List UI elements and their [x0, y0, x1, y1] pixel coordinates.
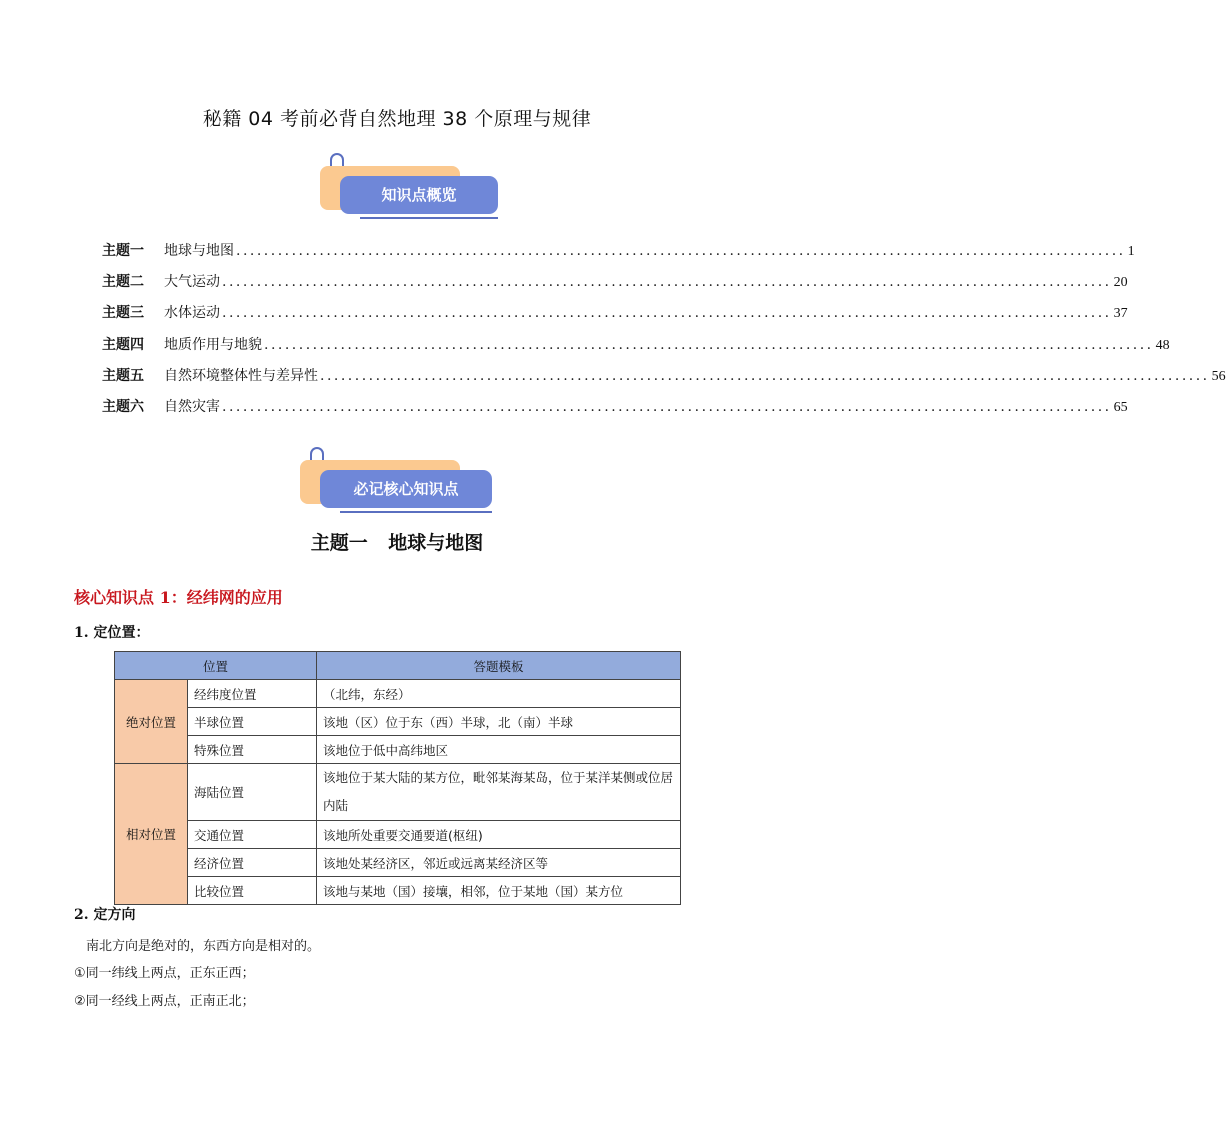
row-label: 半球位置 [188, 708, 317, 736]
toc-title: 自然环境整体性与差异性 [164, 367, 318, 384]
toc-row[interactable] [102, 396, 1128, 427]
table-header: 位置 [115, 652, 317, 680]
toc-theme-number: 主题二 [102, 274, 144, 291]
toc-page-number: 37 [1113, 306, 1128, 322]
toc-theme-number: 主题一 [102, 243, 144, 259]
toc-page-number: 56 [1211, 368, 1226, 384]
row-label: 经纬度位置 [188, 680, 317, 708]
toc-page-number: 20 [1113, 275, 1128, 291]
list-item: ①同一纬线上两点，正东正西； [74, 966, 255, 981]
toc-page-number: 65 [1113, 399, 1128, 415]
toc-title: 水体运动 [164, 305, 220, 322]
table-of-contents [102, 240, 1226, 427]
row-label: 海陆位置 [188, 764, 317, 821]
row-text: 该地（区）位于东（西）半球，北（南）半球 [317, 708, 681, 736]
row-text: 该地与某地（国）接壤，相邻，位于某地（国）某方位 [317, 877, 681, 905]
toc-leader-dots: ................................................................................................................................ [222, 398, 1112, 415]
row-text: 该地位于某大陆的某方位，毗邻某海某岛，位于某洋某侧或位居内陆 [317, 764, 681, 821]
row-label: 比较位置 [188, 877, 317, 905]
toc-row[interactable] [102, 271, 1128, 302]
section-heading: 2. 定方向 [74, 907, 136, 923]
table-row [115, 821, 681, 849]
toc-theme-number: 主题六 [102, 398, 144, 415]
toc-theme-number: 主题四 [102, 336, 144, 353]
group-label: 绝对位置 [115, 680, 188, 764]
core-point-heading: 核心知识点 1：经纬网的应用 [74, 588, 283, 607]
toc-leader-dots: ................................................................................................................................ [222, 274, 1112, 291]
toc-title: 地质作用与地貌 [164, 336, 262, 353]
toc-leader-dots: ................................................................................................................................ [320, 367, 1210, 384]
toc-leader-dots: ................................................................................................................................ [264, 336, 1154, 353]
toc-row[interactable] [102, 334, 1170, 365]
toc-leader-dots: ................................................................................................................................ [236, 243, 1126, 259]
section-heading: 1. 定位置： [74, 625, 150, 641]
table-row [115, 877, 681, 905]
row-text: 该地处某经济区，邻近或远离某经济区等 [317, 849, 681, 877]
toc-title: 自然灾害 [164, 398, 220, 415]
table-row [115, 680, 681, 708]
row-text: 该地位于低中高纬地区 [317, 736, 681, 764]
toc-page-number: 1 [1127, 244, 1135, 259]
table-row [115, 708, 681, 736]
table-header-row [115, 652, 681, 680]
toc-row[interactable] [102, 365, 1226, 396]
row-label: 交通位置 [188, 821, 317, 849]
core-banner-label: 必记核心知识点 [320, 470, 492, 508]
theme-heading: 主题一 地球与地图 [310, 532, 484, 554]
toc-row[interactable] [102, 240, 1135, 271]
toc-leader-dots: ................................................................................................................................ [222, 305, 1112, 322]
position-table [114, 651, 681, 905]
row-label: 经济位置 [188, 849, 317, 877]
page-title: 秘籍 04 考前必背自然地理 38 个原理与规律 [202, 108, 592, 130]
group-label: 相对位置 [115, 764, 188, 905]
toc-row[interactable] [102, 302, 1128, 333]
toc-theme-number: 主题五 [102, 367, 144, 384]
toc-page-number: 48 [1155, 337, 1170, 353]
table-row [115, 764, 681, 821]
table-header: 答题模板 [317, 652, 681, 680]
table-row [115, 849, 681, 877]
row-text: 该地所处重要交通要道(枢纽) [317, 821, 681, 849]
paragraph: 南北方向是绝对的，东西方向是相对的。 [86, 939, 321, 954]
list-item: ②同一经线上两点，正南正北； [74, 994, 255, 1009]
row-label: 特殊位置 [188, 736, 317, 764]
toc-theme-number: 主题三 [102, 305, 144, 322]
table-row [115, 736, 681, 764]
row-text: （北纬，东经） [317, 680, 681, 708]
toc-title: 地球与地图 [164, 243, 234, 259]
toc-title: 大气运动 [164, 274, 220, 291]
overview-banner-label: 知识点概览 [340, 176, 498, 214]
